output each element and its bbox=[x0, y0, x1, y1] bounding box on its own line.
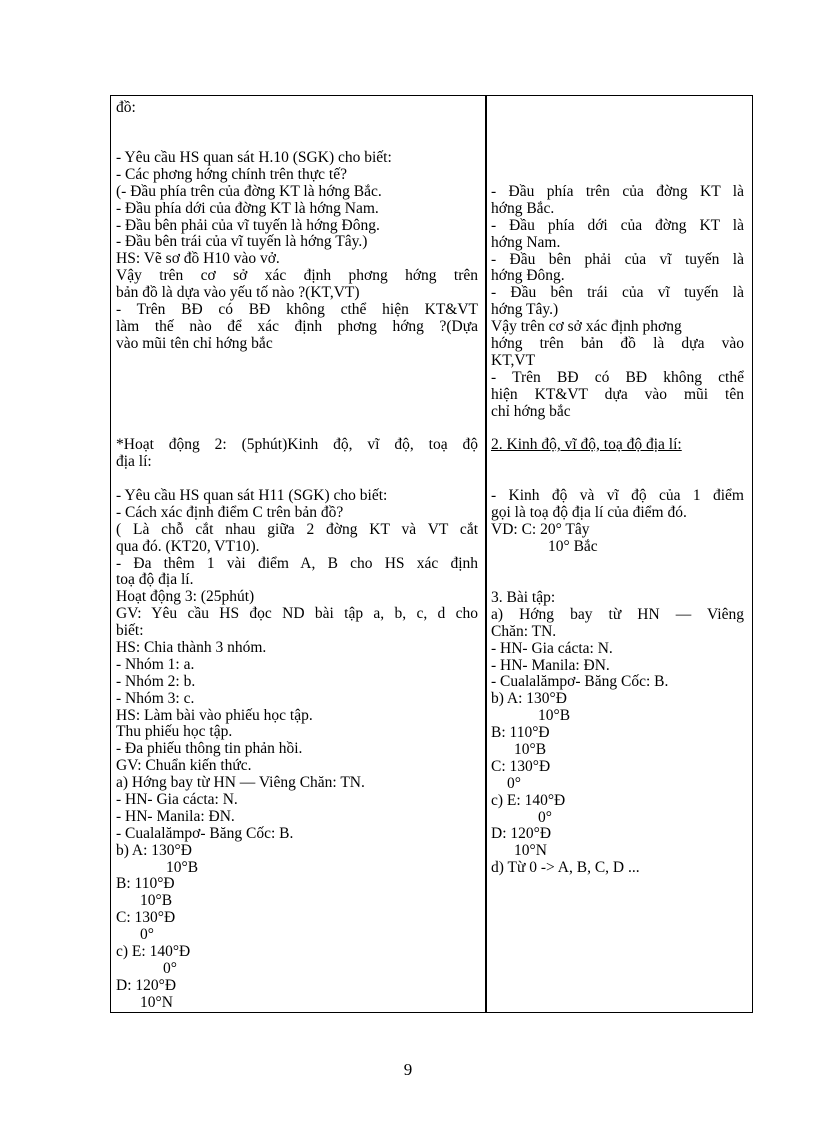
text-line: D: 120°Đ bbox=[491, 825, 552, 843]
text-line: 3. Bài tập: bbox=[491, 589, 556, 606]
text-line: - Cualalămpơ- Băng Cốc: B. bbox=[491, 673, 669, 691]
text-line: HS: Vẽ sơ đồ H10 vào vở. bbox=[116, 250, 280, 268]
text-line: 0° bbox=[538, 808, 552, 826]
text-line: - HN- Manila: ĐN. bbox=[491, 656, 610, 674]
text-line: - Trên BĐ có BĐ không cthể hiện KT&VT bbox=[116, 301, 478, 319]
text-line: - Yêu cầu HS quan sát H11 (SGK) cho biết: bbox=[116, 487, 388, 504]
activity-heading: *Hoạt động 2: (5phút)Kinh độ, vĩ độ, toạ độ bbox=[116, 436, 478, 453]
text-line: - Các phơng hớng chính trên thực tế? bbox=[116, 165, 347, 183]
text-line: - Cách xác định điểm C trên bản đồ? bbox=[116, 503, 344, 521]
left-part2 bbox=[116, 437, 478, 471]
text-line: d) Từ 0 -> A, B, C, D ... bbox=[491, 859, 640, 877]
text-line: 0° bbox=[507, 774, 521, 792]
text-line: b) A: 130°Đ bbox=[491, 690, 567, 708]
text-line: hớng Bắc. bbox=[491, 199, 555, 217]
text-line: C: 130°Đ bbox=[491, 757, 551, 775]
text-line: - Đầu phía trên của đờng KT là bbox=[491, 183, 744, 200]
page-number: 9 bbox=[403, 1060, 413, 1079]
text-line: - Đầu bên phải của vĩ tuyến là hớng Đông. bbox=[116, 216, 380, 234]
text-line: ( Là chỗ cắt nhau giữa 2 đờng KT và VT cắt bbox=[116, 520, 478, 538]
text-line: - Đầu bên phải của vĩ tuyến là bbox=[491, 250, 744, 268]
text-line: làm thế nào để xác định phơng hớng ?(Dựa bbox=[116, 317, 478, 335]
text-line: 0° bbox=[163, 959, 177, 977]
text-line: HS: Chia thành 3 nhóm. bbox=[116, 639, 267, 657]
text-line: biết: bbox=[116, 622, 144, 640]
text-line: 10°B bbox=[538, 707, 571, 725]
text-line: HS: Làm bài vào phiếu học tập. bbox=[116, 706, 313, 724]
text-line: Chăn: TN. bbox=[491, 622, 557, 640]
text-line: - Đầu bên trái của vĩ tuyến là bbox=[491, 284, 744, 302]
text-line: hớng trên bản đồ là dựa vào bbox=[491, 335, 744, 353]
text-line: KT,VT bbox=[491, 351, 536, 369]
text-line: toạ độ địa lí. bbox=[116, 571, 194, 589]
text-line: - Đầu bên trái của vĩ tuyến là hớng Tây.) bbox=[116, 233, 368, 251]
text-line: 10°B bbox=[514, 741, 547, 759]
text-line: gọi là toạ độ địa lí của điểm đó. bbox=[491, 503, 687, 521]
text-line: hớng Đông. bbox=[491, 267, 565, 285]
text-line: b) A: 130°Đ bbox=[116, 841, 192, 859]
text-line: 10°B bbox=[140, 892, 173, 910]
right-part3 bbox=[491, 590, 744, 877]
text-line: - Đa thêm 1 vài điểm A, B cho HS xác định bbox=[116, 554, 478, 572]
text-line: 0° bbox=[140, 926, 154, 944]
text-line: Thu phiếu học tập. bbox=[116, 723, 233, 741]
text-line: D: 120°Đ bbox=[116, 976, 177, 994]
text-line: bản đồ là dựa vào yếu tố nào ?(KT,VT) bbox=[116, 284, 360, 302]
text-line: - Nhóm 1: a. bbox=[116, 655, 195, 673]
text-line: GV: Chuẩn kiến thức. bbox=[116, 757, 252, 775]
text-line: - HN- Gia cácta: N. bbox=[491, 639, 613, 657]
text-line: GV: Yêu cầu HS đọc ND bài tập a, b, c, d cho bbox=[116, 605, 478, 623]
text-line: C: 130°Đ bbox=[116, 909, 176, 927]
text-line: - Yêu cầu HS quan sát H.10 (SGK) cho biết: bbox=[116, 149, 392, 166]
text-line: - Đầu phía dới của đờng KT là bbox=[491, 216, 744, 234]
text-line: - Kinh độ và vĩ độ của 1 điểm bbox=[491, 487, 744, 504]
right-heading2 bbox=[491, 437, 744, 454]
text-line: 10°B bbox=[166, 858, 199, 876]
text-line: - Nhóm 3: c. bbox=[116, 689, 195, 707]
text-line: - HN- Manila: ĐN. bbox=[116, 807, 235, 825]
column-divider bbox=[485, 96, 487, 1012]
text-line: hiện KT&VT dựa vào mũi tên bbox=[491, 385, 744, 403]
text-line: đồ: bbox=[116, 99, 136, 116]
text-line: - Đầu phía dới của đờng KT là hớng Nam. bbox=[116, 199, 379, 217]
right-part1 bbox=[491, 184, 744, 420]
text-line: - Trên BĐ có BĐ không cthể bbox=[491, 368, 744, 386]
text-line: c) E: 140°Đ bbox=[491, 791, 566, 809]
text-line: - Nhóm 2: b. bbox=[116, 672, 196, 690]
left-part3 bbox=[116, 488, 478, 1012]
text-line: VD: C: 20° Tây bbox=[491, 520, 590, 538]
text-line: địa lí: bbox=[116, 452, 152, 470]
right-part2 bbox=[491, 488, 744, 556]
text-line: Hoạt động 3: (25phút) bbox=[116, 588, 255, 606]
text-line: Vậy trên cơ sở xác định phơng bbox=[491, 318, 682, 336]
text-line: 10°N bbox=[514, 842, 547, 860]
text-line: a) Hớng bay từ HN — Viêng bbox=[491, 605, 744, 623]
section-heading: 2. Kinh độ, vĩ độ, toạ độ địa lí: bbox=[491, 436, 682, 453]
text-line: hớng Nam. bbox=[491, 233, 561, 251]
text-line: - Cualalămpơ- Băng Cốc: B. bbox=[116, 824, 294, 842]
text-line: (- Đầu phía trên của đờng KT là hớng Bắc. bbox=[116, 182, 382, 200]
text-line: vào mũi tên chỉ hớng bắc bbox=[116, 334, 273, 352]
lesson-table bbox=[110, 95, 753, 1013]
text-line: 10° Bắc bbox=[548, 537, 598, 555]
text-line: B: 110°Đ bbox=[116, 875, 175, 893]
text-line: Vậy trên cơ sở xác định phơng hớng trên bbox=[116, 267, 478, 285]
text-line: B: 110°Đ bbox=[491, 724, 550, 742]
left-part1 bbox=[116, 150, 478, 353]
text-line: 10°N bbox=[140, 993, 173, 1011]
text-line: - Đa phiếu thông tin phản hồi. bbox=[116, 740, 303, 758]
text-line: - HN- Gia cácta: N. bbox=[116, 791, 238, 809]
text-line: a) Hớng bay từ HN — Viêng Chăn: TN. bbox=[116, 774, 365, 792]
text-line: chỉ hớng bắc bbox=[491, 402, 571, 420]
text-line: hớng Tây.) bbox=[491, 301, 559, 319]
left-intro bbox=[116, 100, 478, 117]
text-line: qua đó. (KT20, VT10). bbox=[116, 537, 260, 555]
text-line: c) E: 140°Đ bbox=[116, 943, 191, 961]
